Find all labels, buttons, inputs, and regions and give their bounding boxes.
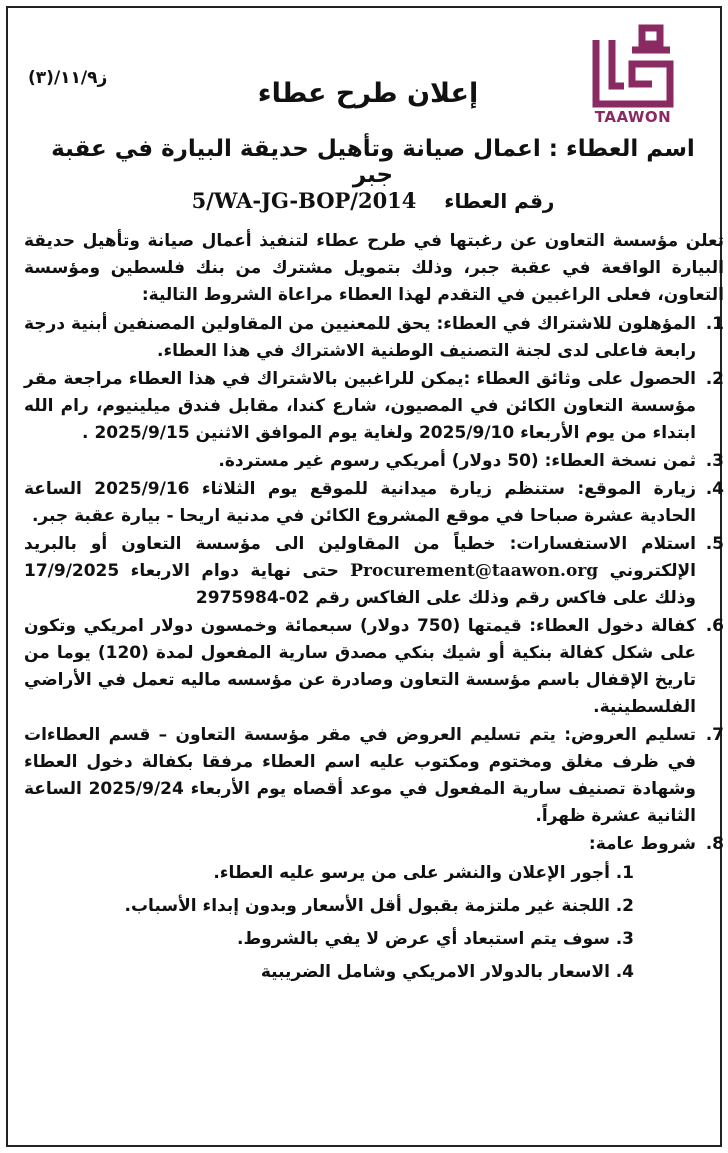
announcement-body [24,228,724,986]
tender-subject: اسم العطاء : اعمال صيانة وتأهيل حديقة البيارة في عقبة جبر [51,136,695,188]
general-term-item [24,959,724,986]
term-text: سوف يتم استبعاد أي عرض لا يفي بالشروط. [237,929,610,949]
tender-number: 5/WA-JG-BOP/2014 [191,188,417,213]
item-text: ثمن نسخة العطاء: (50 دولار) أمريكي رسوم غير مستردة. [218,451,696,471]
item-number: 8. [705,834,724,854]
item-number: 4. [705,479,724,499]
reference-code: ز١١/٩/(٣) [28,68,108,88]
item-number: 6. [705,616,724,636]
general-term-item [24,893,724,920]
inquiries-text: استلام الاستفسارات: خطياً من المقاولين الى مؤسسة التعاون أو بالبريد الإلكتروني [24,534,697,581]
list-item [24,448,724,475]
item-text: الحصول على وثائق العطاء :يمكن للراغبين بالاشتراك في هذا العطاء مراجعة مقر مؤسسة التعاون الكائن في المصيون، شارع كندا، مقابل فندق ميلينيوم، رام الله ابتداء من يوم الأربعاء 2025/9/10 ولغاية يوم الموافق الاثنين 2025/9/15 . [24,369,696,443]
item-number: 3. [705,451,724,471]
general-term-item [24,926,724,953]
term-text: الاسعار بالدولار الامريكي وشامل الضريبية [260,962,610,982]
intro-paragraph: تعلن مؤسسة التعاون عن رغبتها في طرح عطاء لتنفيذ أعمال صيانة وتأهيل حديقة البيارة الواقعة في عقبة جبر، وذلك بتمويل مشترك من بنك فلسطين ومؤسسة التعاون، فعلى الراغبين في التقدم لهذا العطاء مراعاة الشروط التالية: [24,231,724,305]
item-text: المؤهلون للاشتراك في العطاء: يحق للمعنيين من المقاولين المصنفين أبنية درجة رابعة فاعلى لدى لجنة التصنيف الوطنية الاشتراك في هذا العطاء. [24,314,696,361]
page-title: إعلان طرح عطاء [257,78,479,109]
tender-number-line [28,188,718,213]
inquiries-deadline-text: حتى نهاية دوام الاربعاء 17/9/2025 وذلك على فاكس رقم وذلك على الفاكس رقم 02-2975984 [24,561,696,608]
item-text: تسليم العروض: يتم تسليم العروض في مقر مؤسسة التعاون – قسم العطاءات في ظرف مغلق ومختوم ومكتوب عليه اسم العطاء مرفقا بكفالة دخول العطاء وشهادة تصنيف سارية المفعول في موعد أقصاه يوم الأربعاء 2025/9/24 الساعة الثانية عشرة ظهراً. [24,725,696,826]
tender-number-label: رقم العطاء [444,189,555,213]
term-number: 2. [615,896,634,916]
list-item [24,613,724,721]
general-term-item [24,860,724,887]
procurement-email-link[interactable]: Procurement@taawon.org [350,561,599,581]
term-text: اللجنة غير ملتزمة بقبول أقل الأسعار وبدون إبداء الأسباب. [124,896,610,916]
list-item [24,366,724,447]
term-number: 1. [615,863,634,883]
brand-name: TAAWON [594,108,672,126]
list-item [24,476,724,530]
item-number: 7. [705,725,724,745]
item-text: كفالة دخول العطاء: قيمتها (750 دولار) سبعمائة وخمسون دولار امريكي وتكون على شكل كفالة بنكية أو شيك بنكي مصدق سارية المفعول لمدة (120) يوما من تاريخ الإقفال باسم مؤسسة التعاون وصادرة عن مؤسسه ماليه تعمل في الأراضي الفلسطينية. [24,616,697,717]
list-item [24,831,724,858]
term-number: 3. [615,929,634,949]
list-item [24,722,724,830]
item-text [24,531,696,612]
list-item [24,311,724,365]
list-item [24,531,724,612]
term-number: 4. [615,962,634,982]
tender-announcement-page [6,6,722,1147]
item-text: شروط عامة: [588,834,696,854]
item-text: زيارة الموقع: ستنظم زيارة ميدانية للموقع يوم الثلاثاء 2025/9/16 الساعة الحادية عشرة صباحا في موقع المشروع الكائن في مدنية اريحا - بيارة عقبة جبر. [24,479,696,526]
term-text: أجور الإعلان والنشر على من يرسو عليه العطاء. [213,863,610,883]
item-number: 5. [705,534,724,554]
item-number: 1. [705,314,724,334]
item-number: 2. [705,369,724,389]
